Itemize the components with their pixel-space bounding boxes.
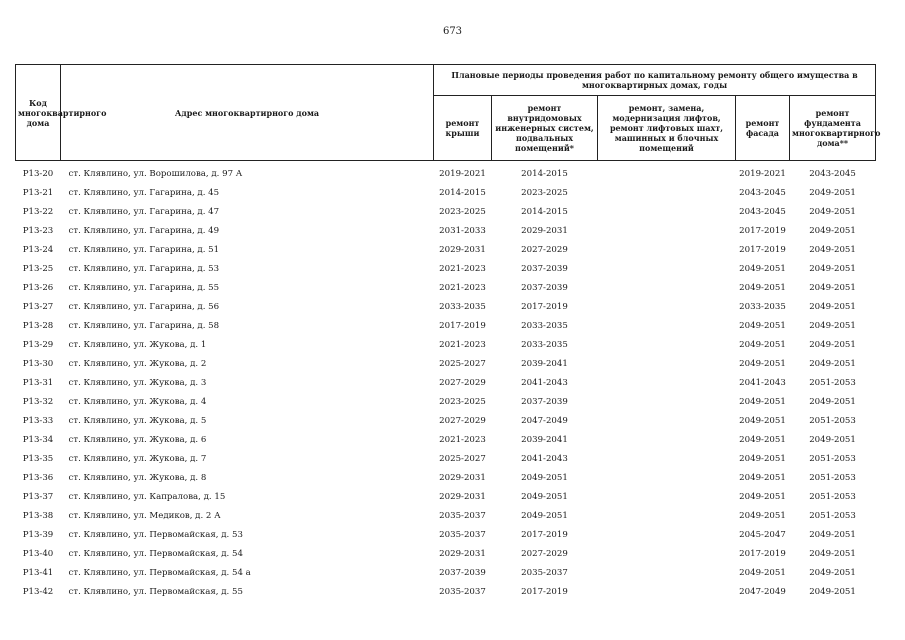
row-facade: 2019-2021 <box>736 161 790 181</box>
row-elevators <box>598 465 736 484</box>
row-elevators <box>598 332 736 351</box>
row-elevators <box>598 522 736 541</box>
row-address: ст. Клявлино, ул. Капралова, д. 15 <box>68 492 226 502</box>
row-facade: 2017-2019 <box>739 549 786 559</box>
row-address: ст. Клявлино, ул. Гагарина, д. 51 <box>68 245 220 255</box>
row-elevators <box>598 161 736 181</box>
row-facade: 2017-2019 <box>739 245 786 255</box>
row-facade: 2033-2035 <box>739 302 786 312</box>
row-foundation: 2049-2051 <box>809 530 856 540</box>
row-engineering: 2017-2019 <box>521 302 568 312</box>
table-row <box>16 370 876 389</box>
row-code: Р13-38 <box>22 511 54 521</box>
row-facade: 2049-2051 <box>739 568 786 578</box>
table-row <box>16 389 876 408</box>
row-code: Р13-29 <box>22 340 54 350</box>
row-elevators <box>598 313 736 332</box>
row-foundation: 2051-2053 <box>809 454 856 464</box>
row-code: Р13-40 <box>22 549 54 559</box>
row-roof: 2021-2023 <box>439 283 486 293</box>
row-engineering: 2035-2037 <box>521 568 568 578</box>
row-elevators <box>598 180 736 199</box>
row-address: ст. Клявлино, ул. Гагарина, д. 45 <box>68 188 220 198</box>
row-code: Р13-28 <box>22 321 54 331</box>
row-roof: 2019-2021 <box>434 161 492 181</box>
row-address: ст. Клявлино, ул. Гагарина, д. 49 <box>68 226 220 236</box>
row-elevators <box>598 541 736 560</box>
row-address: ст. Клявлино, ул. Жукова, д. 1 <box>68 340 207 350</box>
row-foundation: 2049-2051 <box>809 321 856 331</box>
row-elevators <box>598 256 736 275</box>
row-engineering: 2041-2043 <box>521 378 568 388</box>
row-facade: 2049-2051 <box>739 283 786 293</box>
header-roof: ремонт крыши <box>434 96 492 161</box>
row-roof: 2029-2031 <box>439 549 486 559</box>
header-elevators: ремонт, замена, модернизация лифтов, ремонт лифтовых шахт, машинных и блочных помещений <box>598 96 736 161</box>
row-roof: 2029-2031 <box>439 245 486 255</box>
row-code: Р13-31 <box>22 378 54 388</box>
row-roof: 2025-2027 <box>439 454 486 464</box>
table-row <box>16 446 876 465</box>
table-row <box>16 522 876 541</box>
row-facade: 2049-2051 <box>739 416 786 426</box>
row-foundation: 2043-2045 <box>790 161 876 181</box>
row-foundation: 2049-2051 <box>809 397 856 407</box>
row-address: ст. Клявлино, ул. Жукова, д. 3 <box>68 378 207 388</box>
header-foundation: ремонт фундамента многоквартирного дома** <box>790 96 876 161</box>
table-row <box>16 503 876 522</box>
row-code: Р13-37 <box>22 492 54 502</box>
row-engineering: 2037-2039 <box>521 397 568 407</box>
row-code: Р13-33 <box>22 416 54 426</box>
row-roof: 2021-2023 <box>439 264 486 274</box>
table-row <box>16 427 876 446</box>
row-roof: 2037-2039 <box>439 568 486 578</box>
row-facade: 2049-2051 <box>739 264 786 274</box>
row-address: ст. Клявлино, ул. Медиков, д. 2 А <box>68 511 221 521</box>
header-facade: ремонт фасада <box>736 96 790 161</box>
row-code: Р13-21 <box>22 188 54 198</box>
row-facade: 2049-2051 <box>739 473 786 483</box>
row-address: ст. Клявлино, ул. Первомайская, д. 54 <box>68 549 243 559</box>
row-roof: 2021-2023 <box>439 435 486 445</box>
row-elevators <box>598 484 736 503</box>
row-address: ст. Клявлино, ул. Жукова, д. 6 <box>68 435 207 445</box>
row-roof: 2025-2027 <box>439 359 486 369</box>
row-address: ст. Клявлино, ул. Гагарина, д. 58 <box>68 321 220 331</box>
row-code: Р13-41 <box>22 568 54 578</box>
row-facade: 2043-2045 <box>739 188 786 198</box>
row-address: ст. Клявлино, ул. Жукова, д. 2 <box>68 359 207 369</box>
row-address: ст. Клявлино, ул. Гагарина, д. 55 <box>68 283 220 293</box>
row-engineering: 2037-2039 <box>521 283 568 293</box>
row-facade: 2049-2051 <box>739 359 786 369</box>
row-roof: 2031-2033 <box>439 226 486 236</box>
table-row <box>16 313 876 332</box>
table-row <box>16 408 876 427</box>
table-row <box>16 484 876 503</box>
row-engineering: 2027-2029 <box>521 549 568 559</box>
row-roof: 2035-2037 <box>439 511 486 521</box>
header-engineering: ремонт внутридомовых инженерных систем, подвальных помещений* <box>492 96 598 161</box>
row-code: Р13-23 <box>22 226 54 236</box>
table-row <box>16 541 876 560</box>
row-foundation: 2049-2051 <box>809 359 856 369</box>
table-row <box>16 256 876 275</box>
row-foundation: 2049-2051 <box>809 568 856 578</box>
row-foundation: 2051-2053 <box>809 416 856 426</box>
table-body <box>16 161 876 599</box>
row-elevators <box>598 579 736 598</box>
row-engineering: 2029-2031 <box>521 226 568 236</box>
row-address: ст. Клявлино, ул. Первомайская, д. 54 а <box>68 568 251 578</box>
row-address: ст. Клявлино, ул. Жукова, д. 5 <box>68 416 207 426</box>
row-code: Р13-36 <box>22 473 54 483</box>
row-roof: 2035-2037 <box>439 587 486 597</box>
row-elevators <box>598 427 736 446</box>
row-roof: 2014-2015 <box>439 188 486 198</box>
row-address: ст. Клявлино, ул. Ворошилова, д. 97 А <box>61 161 434 181</box>
row-engineering: 2047-2049 <box>521 416 568 426</box>
row-code: Р13-26 <box>22 283 54 293</box>
row-facade: 2049-2051 <box>739 492 786 502</box>
table-row <box>16 218 876 237</box>
row-code: Р13-32 <box>22 397 54 407</box>
row-engineering: 2023-2025 <box>521 188 568 198</box>
row-foundation: 2049-2051 <box>809 207 856 217</box>
row-address: ст. Клявлино, ул. Гагарина, д. 56 <box>68 302 220 312</box>
table-row <box>16 199 876 218</box>
row-facade: 2049-2051 <box>739 397 786 407</box>
row-address: ст. Клявлино, ул. Жукова, д. 7 <box>68 454 207 464</box>
row-foundation: 2049-2051 <box>809 549 856 559</box>
row-engineering: 2033-2035 <box>521 340 568 350</box>
row-foundation: 2049-2051 <box>809 435 856 445</box>
row-roof: 2029-2031 <box>439 473 486 483</box>
row-elevators <box>598 389 736 408</box>
page-number: 673 <box>442 26 463 37</box>
header-address: Адрес многоквартирного дома <box>61 65 434 161</box>
row-roof: 2023-2025 <box>439 207 486 217</box>
row-code: Р13-30 <box>22 359 54 369</box>
row-code: Р13-42 <box>22 587 54 597</box>
table-row <box>16 237 876 256</box>
row-facade: 2041-2043 <box>739 378 786 388</box>
row-roof: 2027-2029 <box>439 378 486 388</box>
row-engineering: 2017-2019 <box>521 530 568 540</box>
header-group: Плановые периоды проведения работ по капитальному ремонту общего имущества в многоквартирных домах, годы <box>434 65 876 96</box>
row-foundation: 2051-2053 <box>809 473 856 483</box>
row-address: ст. Клявлино, ул. Первомайская, д. 53 <box>68 530 243 540</box>
row-foundation: 2049-2051 <box>809 340 856 350</box>
row-engineering: 2049-2051 <box>521 492 568 502</box>
row-roof: 2027-2029 <box>439 416 486 426</box>
row-address: ст. Клявлино, ул. Гагарина, д. 47 <box>68 207 220 217</box>
table-row <box>16 161 876 181</box>
table-row <box>16 332 876 351</box>
row-facade: 2045-2047 <box>739 530 786 540</box>
table-row <box>16 351 876 370</box>
row-engineering: 2049-2051 <box>521 473 568 483</box>
row-facade: 2049-2051 <box>739 511 786 521</box>
row-address: ст. Клявлино, ул. Первомайская, д. 55 <box>68 587 243 597</box>
row-facade: 2017-2019 <box>739 226 786 236</box>
row-engineering: 2037-2039 <box>521 264 568 274</box>
row-engineering: 2041-2043 <box>521 454 568 464</box>
row-engineering: 2027-2029 <box>521 245 568 255</box>
row-address: ст. Клявлино, ул. Гагарина, д. 53 <box>68 264 220 274</box>
table-row <box>16 275 876 294</box>
row-roof: 2029-2031 <box>439 492 486 502</box>
row-facade: 2043-2045 <box>739 207 786 217</box>
row-facade: 2049-2051 <box>739 321 786 331</box>
row-address: ст. Клявлино, ул. Жукова, д. 4 <box>68 397 207 407</box>
row-elevators <box>598 218 736 237</box>
row-roof: 2023-2025 <box>439 397 486 407</box>
row-foundation: 2049-2051 <box>809 587 856 597</box>
row-elevators <box>598 294 736 313</box>
row-foundation: 2051-2053 <box>809 378 856 388</box>
row-elevators <box>598 370 736 389</box>
row-elevators <box>598 560 736 579</box>
row-code: Р13-35 <box>22 454 54 464</box>
repair-schedule-table <box>15 64 881 598</box>
row-facade: 2047-2049 <box>739 587 786 597</box>
row-elevators <box>598 446 736 465</box>
row-elevators <box>598 503 736 522</box>
row-foundation: 2049-2051 <box>809 283 856 293</box>
header-code: Код многоквартирного дома <box>16 65 61 161</box>
row-code: Р13-24 <box>22 245 54 255</box>
row-code: Р13-39 <box>22 530 54 540</box>
row-roof: 2033-2035 <box>439 302 486 312</box>
row-elevators <box>598 351 736 370</box>
row-foundation: 2049-2051 <box>809 245 856 255</box>
row-engineering: 2039-2041 <box>521 435 568 445</box>
row-roof: 2021-2023 <box>439 340 486 350</box>
table-row <box>16 180 876 199</box>
row-facade: 2049-2051 <box>739 340 786 350</box>
row-address: ст. Клявлино, ул. Жукова, д. 8 <box>68 473 207 483</box>
table-header <box>16 65 881 161</box>
row-code: Р13-25 <box>22 264 54 274</box>
row-foundation: 2051-2053 <box>809 511 856 521</box>
row-elevators <box>598 237 736 256</box>
row-foundation: 2049-2051 <box>809 302 856 312</box>
table-row <box>16 465 876 484</box>
row-code: Р13-22 <box>22 207 54 217</box>
row-facade: 2049-2051 <box>739 435 786 445</box>
row-code: Р13-27 <box>22 302 54 312</box>
row-engineering: 2039-2041 <box>521 359 568 369</box>
row-engineering: 2033-2035 <box>521 321 568 331</box>
row-elevators <box>598 275 736 294</box>
table-row <box>16 579 876 598</box>
row-elevators <box>598 408 736 427</box>
row-engineering: 2014-2015 <box>521 207 568 217</box>
row-engineering: 2014-2015 <box>492 161 598 181</box>
row-elevators <box>598 199 736 218</box>
row-roof: 2017-2019 <box>439 321 486 331</box>
row-engineering: 2017-2019 <box>521 587 568 597</box>
row-roof: 2035-2037 <box>439 530 486 540</box>
table-row <box>16 294 876 313</box>
row-code: Р13-34 <box>22 435 54 445</box>
row-foundation: 2049-2051 <box>809 226 856 236</box>
table-row <box>16 560 876 579</box>
row-facade: 2049-2051 <box>739 454 786 464</box>
row-foundation: 2051-2053 <box>809 492 856 502</box>
row-foundation: 2049-2051 <box>809 188 856 198</box>
row-foundation: 2049-2051 <box>809 264 856 274</box>
row-engineering: 2049-2051 <box>521 511 568 521</box>
row-code: Р13-20 <box>16 161 61 181</box>
